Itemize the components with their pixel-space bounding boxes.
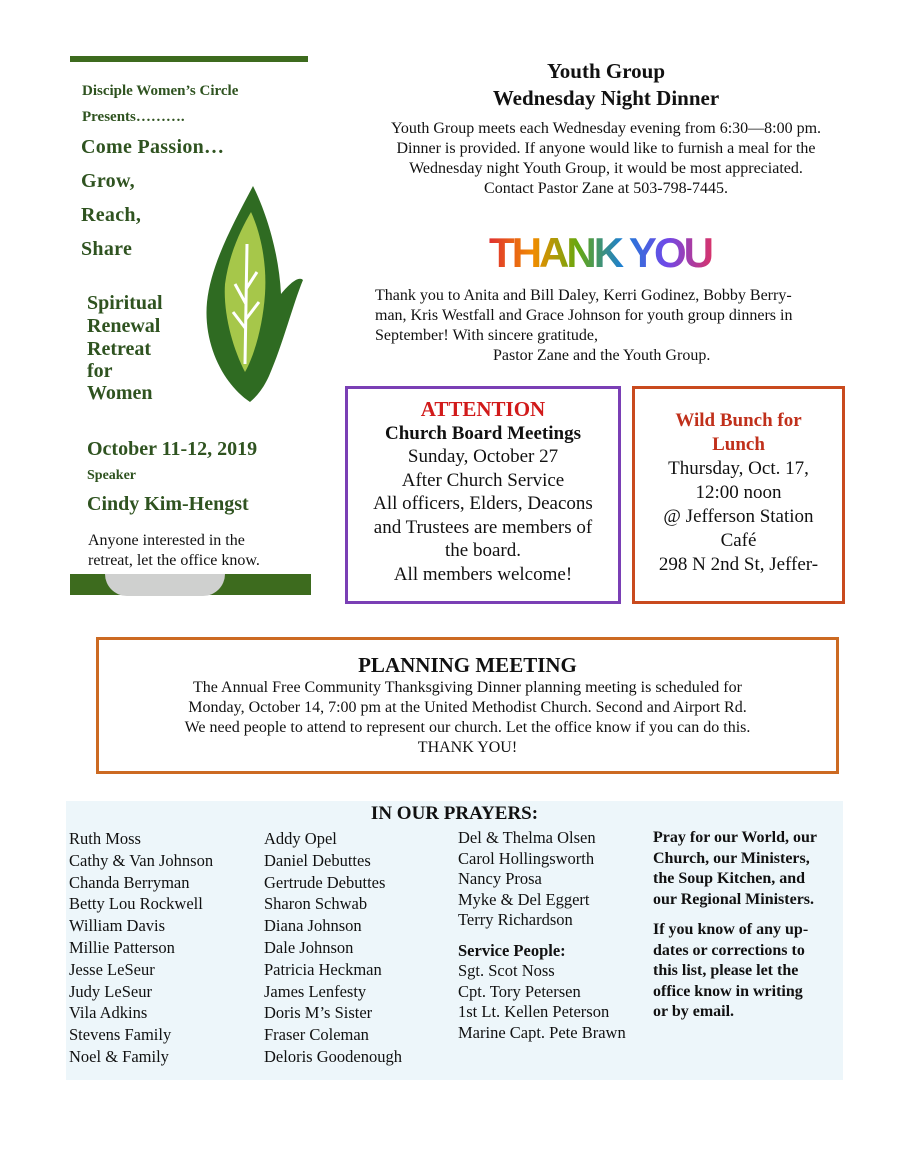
- updates-line: If you know of any up-: [653, 921, 809, 938]
- retreat-event-line: Women: [87, 382, 153, 404]
- prayers-heading: IN OUR PRAYERS:: [370, 803, 539, 824]
- prayer-name: Chanda Berryman: [69, 872, 190, 892]
- thanks-signature: Pastor Zane and the Youth Group.: [493, 347, 711, 364]
- youth-title-line: Youth Group: [546, 59, 666, 83]
- pray-for-line: the Soup Kitchen, and: [653, 870, 806, 887]
- prayer-name: William Davis: [69, 916, 166, 936]
- prayer-name: Deloris Goodenough: [264, 1046, 402, 1066]
- planning-line: THANK YOU!: [417, 739, 518, 756]
- youth-title: [360, 58, 852, 112]
- speaker-name: Cindy Kim-Hengst: [87, 493, 249, 515]
- pray-for-line: Church, our Ministers,: [653, 849, 810, 867]
- wild-heading: Lunch: [712, 434, 765, 455]
- prayer-name: Nancy Prosa: [458, 869, 542, 888]
- prayer-name: Ruth Moss: [69, 829, 141, 848]
- prayer-name: Cathy & Van Johnson: [69, 850, 214, 870]
- wild-line: 12:00 noon: [695, 482, 782, 503]
- flyer-top-bar: [70, 56, 308, 62]
- service-name: Sgt. Scot Noss: [458, 961, 555, 980]
- prayer-name: Jesse LeSeur: [69, 959, 155, 979]
- retreat-event-line: Retreat: [87, 338, 152, 360]
- planning-line: The Annual Free Community Thanksgiving Dinner planning meeting is scheduled for: [193, 679, 742, 696]
- youth-title-line: Wednesday Night Dinner: [492, 86, 720, 110]
- prayer-name: Gertrude Debuttes: [264, 872, 386, 892]
- prayer-name: Diana Johnson: [264, 916, 362, 936]
- planning-meeting-box: [96, 637, 839, 774]
- service-name: Marine Capt. Pete Brawn: [458, 1022, 626, 1042]
- prayer-name: Sharon Schwab: [264, 894, 368, 914]
- attention-line: and Trustees are members of: [373, 516, 593, 538]
- prayer-name: Doris M’s Sister: [264, 1003, 373, 1023]
- prayer-name: Stevens Family: [69, 1025, 172, 1045]
- attention-line: All officers, Elders, Deacons: [373, 493, 593, 514]
- youth-body-line: Wednesday night Youth Group, it would be most appreciated.: [409, 160, 803, 177]
- hand-leaf-logo-icon: [195, 184, 305, 409]
- retreat-line: Grow,: [81, 170, 135, 192]
- prayer-name: Del & Thelma Olsen: [458, 828, 596, 847]
- prayer-name: James Lenfesty: [264, 981, 367, 1001]
- updates-line: this list, please let the: [653, 962, 799, 979]
- service-name: Cpt. Tory Petersen: [458, 981, 581, 1001]
- speaker-label: Speaker: [87, 468, 136, 483]
- updates-line: or by email.: [653, 1003, 735, 1020]
- planning-line: Monday, October 14, 7:00 pm at the United Methodist Church. Second and Airport Rd.: [188, 699, 747, 716]
- attention-line: After Church Service: [401, 469, 565, 491]
- pray-for-line: Pray for our World, our: [653, 829, 817, 846]
- pray-for-line: our Regional Ministers.: [653, 890, 815, 908]
- retreat-line: Reach,: [81, 204, 142, 226]
- wild-line: Café: [720, 530, 757, 551]
- retreat-note: Anyone interested in the: [88, 532, 245, 549]
- youth-body-line: Youth Group meets each Wednesday evening from 6:30—8:00 pm.: [390, 120, 822, 137]
- attention-line: Sunday, October 27: [407, 446, 559, 467]
- thank-you-text: THANK YOU: [489, 230, 711, 274]
- attention-title: Church Board Meetings: [385, 422, 581, 444]
- prayer-name: Daniel Debuttes: [264, 850, 371, 870]
- updates-line: office know in writing: [653, 982, 803, 1000]
- updates-line: dates or corrections to: [653, 941, 805, 959]
- retreat-note: retreat, let the office know.: [88, 552, 260, 569]
- prayer-name: Betty Lou Rockwell: [69, 894, 203, 914]
- youth-body-line: Dinner is provided. If anyone would like to furnish a meal for the: [396, 140, 816, 157]
- service-heading: Service People:: [458, 940, 566, 960]
- prayers-column-4: [653, 828, 843, 1023]
- thanks-line: Thank you to Anita and Bill Daley, Kerri Godinez, Bobby Berry-: [375, 287, 792, 304]
- prayer-name: Millie Patterson: [69, 937, 175, 957]
- wild-line: Thursday, Oct. 17,: [668, 458, 809, 479]
- prayers-column-2: [264, 828, 402, 1068]
- thank-you-graphic: [475, 230, 725, 274]
- prayer-name: Carol Hollingsworth: [458, 848, 595, 868]
- prayers-column-3: [458, 828, 626, 1043]
- retreat-event-line: Spiritual: [87, 292, 163, 314]
- wild-bunch-box: [632, 386, 845, 604]
- retreat-presents: Presents……….: [82, 109, 185, 125]
- retreat-dates: October 11-12, 2019: [87, 438, 258, 460]
- attention-line: All members welcome!: [393, 563, 573, 585]
- wild-line: 298 N 2nd St, Jeffer-: [658, 554, 819, 575]
- prayer-name: Terry Richardson: [458, 910, 573, 929]
- prayer-name: Judy LeSeur: [69, 981, 152, 1001]
- retreat-event-line: Renewal: [87, 315, 161, 337]
- bowl-graphic: [105, 574, 225, 596]
- thanks-body: [375, 286, 855, 366]
- planning-line: We need people to attend to represent our church. Let the office know if you can do this.: [184, 719, 751, 736]
- retreat-flyer: [70, 56, 310, 596]
- youth-contact: Contact Pastor Zane at 503-798-7445.: [484, 180, 728, 197]
- prayer-name: Addy Opel: [264, 829, 337, 848]
- prayer-name: Patricia Heckman: [264, 959, 382, 979]
- prayer-name: Vila Adkins: [69, 1003, 148, 1023]
- thanks-line: September! With sincere gratitude,: [375, 327, 598, 344]
- prayer-name: Dale Johnson: [264, 937, 354, 957]
- thanks-line: man, Kris Westfall and Grace Johnson for youth group dinners in: [375, 307, 793, 324]
- attention-heading: ATTENTION: [420, 397, 546, 421]
- retreat-org: Disciple Women’s Circle: [82, 83, 239, 99]
- youth-body: [360, 119, 852, 199]
- retreat-line: Come Passion…: [81, 136, 225, 158]
- attention-box: [345, 386, 621, 604]
- service-name: 1st Lt. Kellen Peterson: [458, 1002, 610, 1021]
- retreat-event-line: for: [87, 360, 113, 382]
- planning-heading: PLANNING MEETING: [358, 653, 577, 677]
- prayer-name: Myke & Del Eggert: [458, 889, 590, 909]
- wild-line: @ Jefferson Station: [663, 506, 814, 527]
- retreat-line: Share: [81, 238, 133, 260]
- prayer-name: Fraser Coleman: [264, 1025, 369, 1045]
- prayer-name: Noel & Family: [69, 1046, 169, 1066]
- prayers-column-1: [69, 828, 213, 1068]
- wild-heading: Wild Bunch for: [675, 410, 802, 431]
- attention-line: the board.: [445, 540, 521, 561]
- prayers-section: [66, 801, 843, 1080]
